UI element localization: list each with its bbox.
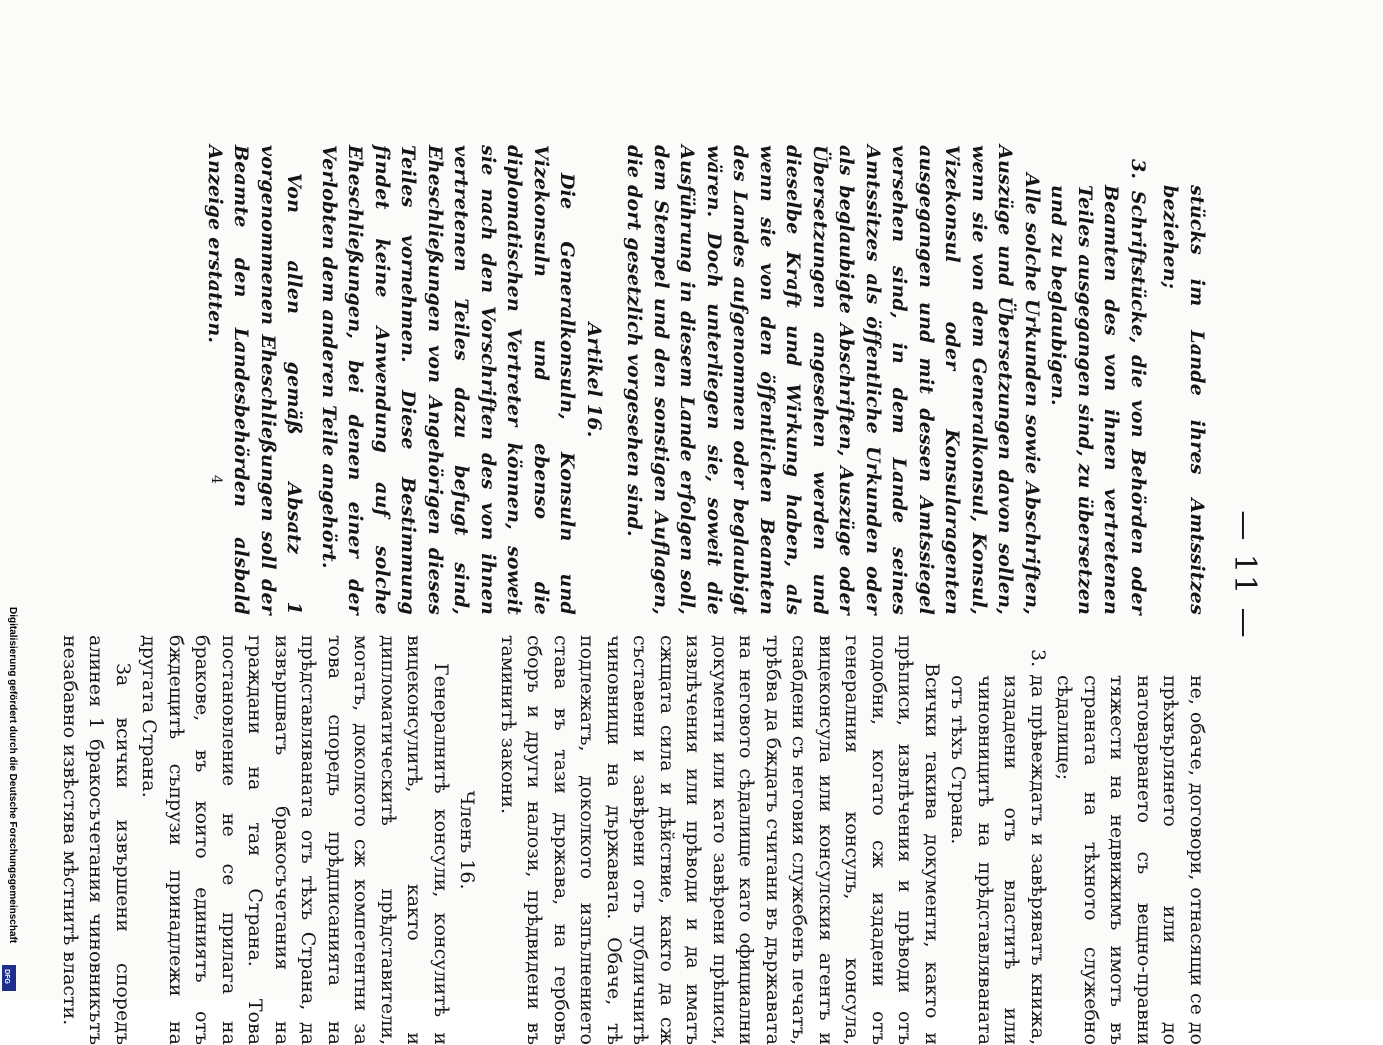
- german-continuation: stücks im Lande ihres Amtssitzes beziehen;: [1159, 185, 1208, 615]
- sheet-signature: 4: [208, 475, 224, 484]
- bulgarian-continuation: не, обаче, договори, отнасящи се до прѣхвърлянето или до натоварването съ вещно-правни тяжести на недвижимъ имотъ въ страната на тѣхното служебно сѣдалище;: [1053, 675, 1208, 1045]
- dfg-logo: [2, 965, 16, 991]
- digitization-sidebar: [0, 0, 22, 1000]
- german-paragraph: Alle solche Urkunden sowie Abschriften, Auszüge und Übersetzungen davon sollen, wenn sie von dem Generalkonsul, Konsul, Vizekonsul oder Konsularagenten ausgegangen und mit dessen Amtssiegel versehen sind, in dem Lande seines Amtssitzes als öffentliche Urkunden oder als beglaubigte Abschriften, Auszüge oder Übersetzungen angesehen werden und dieselbe Kraft und Wirkung haben, als wenn sie von den öffentlichen Beamten des Landes aufgenommen oder beglaubigt wären. Doch unterliegen sie, soweit die Ausführung in diesem Lande erfolgen soll, dem Stempel und den sonstigen Auflagen, die dort gesetzlich vorgesehen sind.: [623, 145, 1043, 615]
- digitization-note: Digitalisierung gefördert durch die Deutsche Forschungsgemeinschaft: [7, 607, 18, 944]
- dfg-logo-text: DFG: [2, 969, 10, 984]
- bulgarian-article16-para2: За всички извършени споредъ алинея 1 бракосъчетания чиновникътъ незабавно извѣстява мѣстнитѣ власти.: [59, 635, 134, 1045]
- german-column: [202, 145, 1211, 615]
- bulgarian-article-heading: Членъ 16.: [456, 790, 479, 890]
- german-article-heading: Artikel 16.: [583, 322, 605, 438]
- german-article16-para1: Die Generalkonsuln, Konsuln und Vizekonsuln und ebenso die diplomatischen Vertreter können, soweit sie nach den Vorschriften des von ihnen vertretenen Teiles dazu befugt sind, Eheschließungen von Angehörigen dieses Teiles vornehmen. Diese Bestimmung findet keine Anwendung auf solche Eheschließungen, bei denen einer der Verlobten dem anderen Teile angehört.: [318, 145, 579, 615]
- rotated-page-content: [59, 145, 1270, 1045]
- bulgarian-article16-para1: Генералнитѣ консули, консулитѣ и вицеконсулитѣ, както и дипломатическитѣ прѣдставители, могатъ, доколкото сж компетентни за това споредъ прѣдписанията на прѣдставляваната отъ тѣхъ Страна, да извършватъ бракосъчетания на граждани на тая Страна. Това постановление не се прилага на браковe, въ които единиятъ отъ бждещитѣ съпрузи принадлежи на другата Страна.: [138, 635, 452, 1045]
- bulgarian-column: [57, 635, 1211, 1045]
- bulgarian-item-3: 3. да прѣвеждатъ и завѣряватъ книжа, издадени отъ властитѣ или чиновницитѣ на прѣдставляваната отъ тѣхъ Страна.: [947, 649, 1049, 1045]
- bulgarian-paragraph: Всички такива документи, както и прѣписи, извлѣчения и прѣводи отъ подобни, когато сж издадени отъ генералния консулъ, консула, вицеконсула или консулския агентъ и снабдени съ неговия служебенъ печатъ, трѣбва да бждатъ считани въ държавата на неговото сѣдалище като официални документи или като завѣрени прѣписи, извлѣчения или прѣводи и да иматъ сжщата сила и дѣйствие, както да сж съставени и завѣрени отъ публичнитѣ чиновници на държавата. Обаче, тѣ подлежатъ, доколкото изпълнението става въ тази държава, на гербовъ сборъ и други налози, прѣдвидени въ таминитѣ закони.: [497, 635, 943, 1045]
- german-item-3: 3. Schriftstücke, die von Behörden oder Beamten des von ihnen vertretenen Teiles ausgegangen sind, zu übersetzen und zu beglaubigen.: [1047, 159, 1149, 615]
- page-number: — 11 —: [1227, 510, 1262, 640]
- german-article16-para2: Von allen gemäß Absatz 1 vorgenommenen Eheschließungen soll der Beamte den Landesbehörden alsbald Anzeige erstatten.: [204, 145, 306, 615]
